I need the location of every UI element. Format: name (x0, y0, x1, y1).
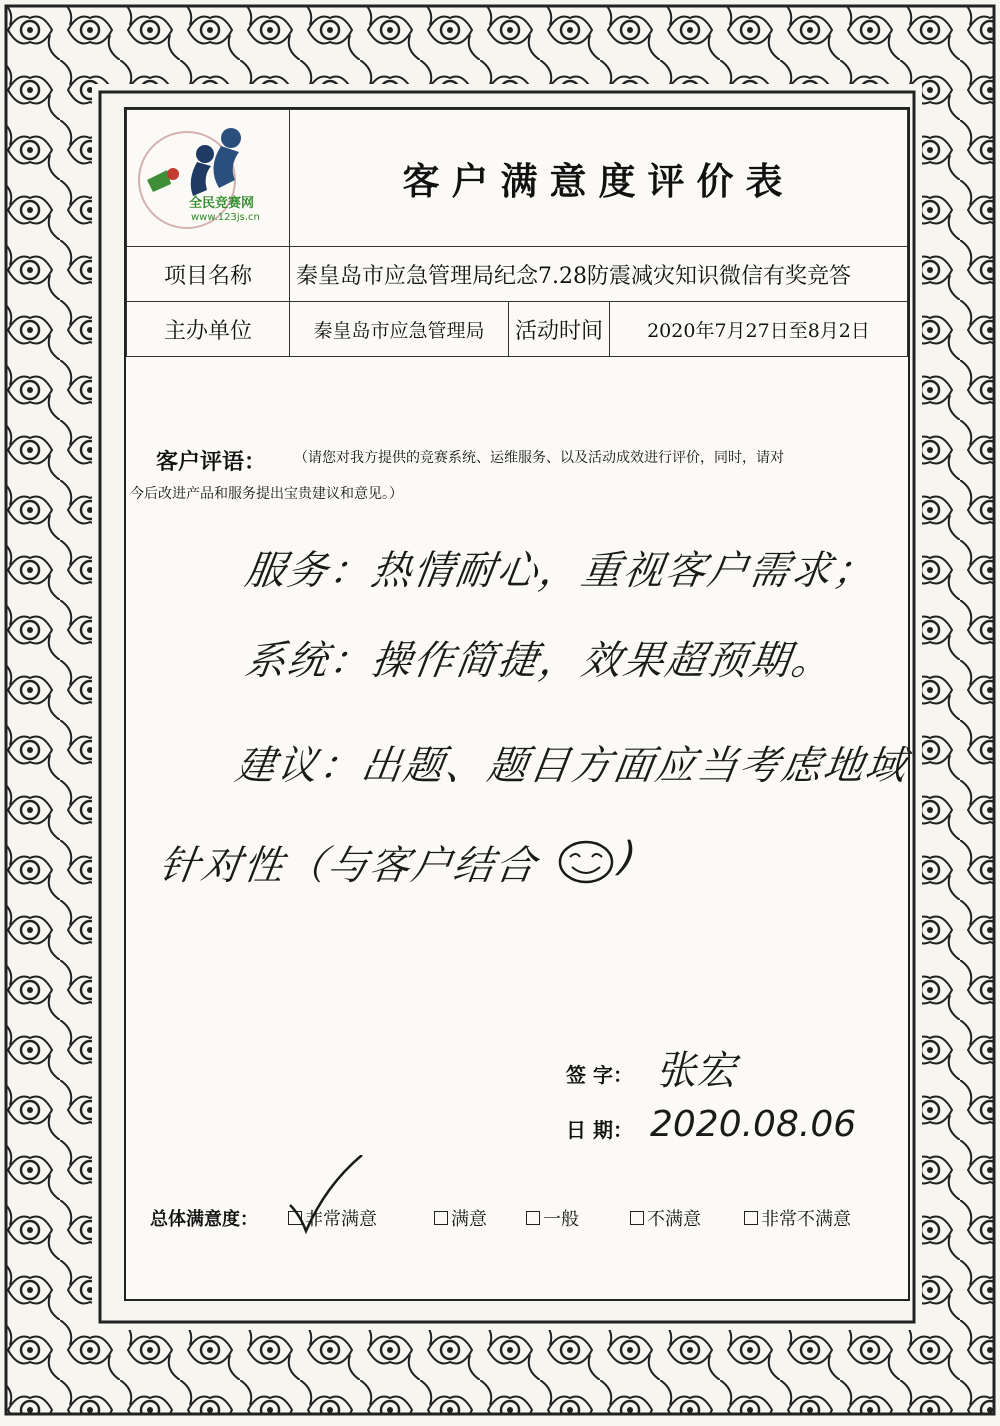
check-mark-icon (286, 1155, 366, 1235)
activity-time-label: 活动时间 (509, 302, 610, 357)
handwritten-line-4: 针对性（与客户结合 (156, 843, 541, 889)
page-title: 客户满意度评价表 (290, 110, 908, 247)
logo-name: 全民竞赛网 (189, 196, 255, 211)
date-value: 2020.08.06 (650, 1104, 857, 1145)
handwritten-line-2: 系统：操作简捷，效果超预期。 (242, 638, 837, 684)
option-unsatisfied[interactable] (630, 1205, 701, 1231)
handwritten-line-3: 建议：出题、题目方面应当考虑地域 (232, 743, 911, 789)
handwritten-line-1: 服务：热情耐心，重视客户需求； (242, 548, 879, 594)
option-neutral-label: 一般 (543, 1209, 579, 1230)
option-very-satisfied-label: 非常满意 (305, 1209, 377, 1230)
header-table (126, 109, 908, 357)
project-label: 项目名称 (127, 247, 290, 302)
checkbox-satisfied[interactable] (434, 1211, 448, 1225)
checkbox-very-unsatisfied[interactable] (744, 1211, 758, 1225)
closing-paren: ) (616, 834, 641, 880)
option-satisfied[interactable] (434, 1205, 487, 1231)
organizer-label: 主办单位 (127, 302, 290, 357)
signature-label: 签 字： (566, 1063, 633, 1087)
option-very-unsatisfied-label: 非常不满意 (761, 1209, 851, 1230)
satisfaction-label: 总体满意度： (150, 1209, 258, 1230)
organizer-value: 秦皇岛市应急管理局 (290, 302, 509, 357)
logo-url: www.123js.cn (191, 212, 260, 223)
option-unsatisfied-label: 不满意 (647, 1209, 701, 1230)
date-label: 日 期： (566, 1118, 633, 1142)
option-very-unsatisfied[interactable] (744, 1205, 851, 1231)
option-neutral[interactable] (526, 1205, 579, 1231)
checkbox-unsatisfied[interactable] (630, 1211, 644, 1225)
activity-time-value: 2020年7月27日至8月2日 (610, 302, 908, 357)
form-sheet (124, 107, 910, 1301)
comment-hint-line2: 今后改进产品和服务提出宝贵建议和意见。） (130, 486, 403, 502)
comment-label: 客户评语： (156, 450, 267, 475)
option-satisfied-label: 满意 (451, 1209, 487, 1230)
project-value: 秦皇岛市应急管理局纪念7.28防震减灾知识微信有奖竞答 (290, 247, 908, 302)
checkbox-neutral[interactable] (526, 1211, 540, 1225)
comment-hint-line1: （请您对我方提供的竞赛系统、运维服务、以及活动成效进行评价，同时，请对 (294, 450, 784, 466)
logo (127, 110, 290, 247)
signature-value: 张宏 (656, 1048, 736, 1094)
smiley-icon (556, 837, 616, 887)
